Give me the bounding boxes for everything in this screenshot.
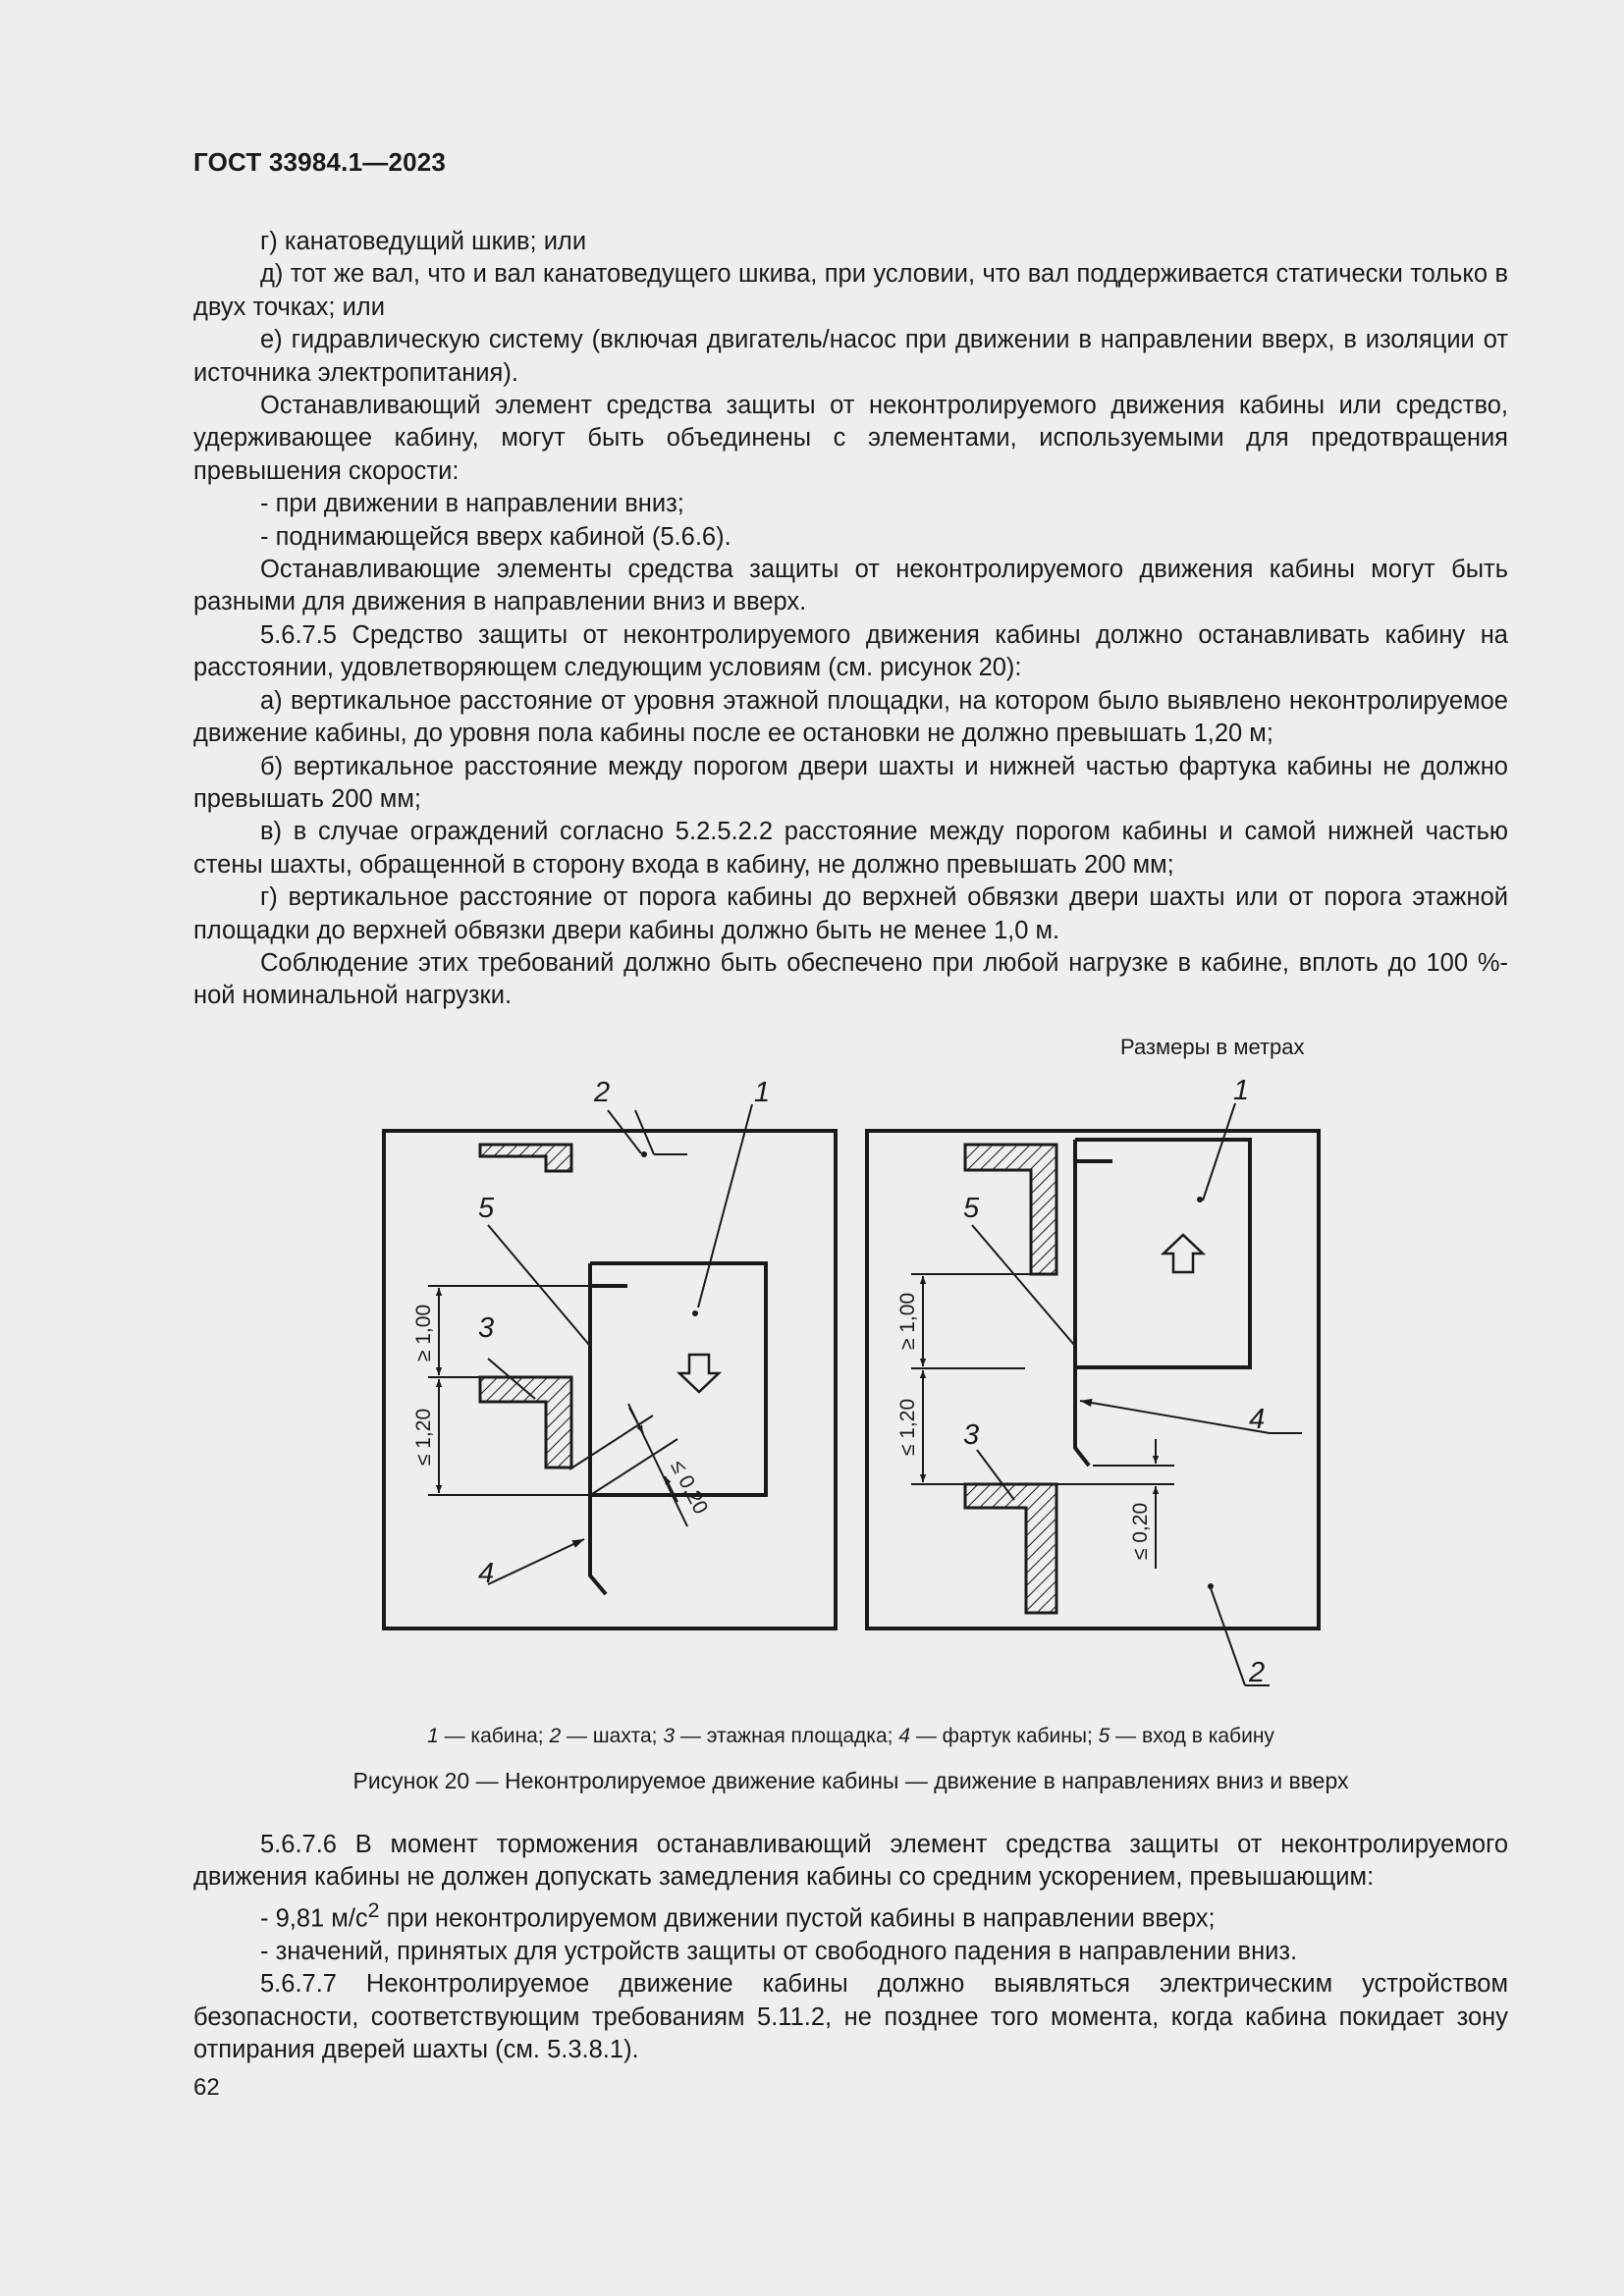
up-arrow-icon bbox=[1164, 1235, 1203, 1272]
right-panel-dots bbox=[1197, 1197, 1214, 1589]
label-entrance-left: 5 bbox=[478, 1193, 495, 1224]
upper-landing-left bbox=[480, 1145, 571, 1171]
paragraph: 5.6.7.6 В момент торможения останавливающий элемент средства защиты от неконтролируемого движения кабины не должен допускать замедления кабины со средним ускорением, превышающим: bbox=[193, 1831, 1508, 1892]
paragraph: г) канатоведущий шкив; или bbox=[260, 228, 587, 255]
legend-num: 5 bbox=[1098, 1725, 1110, 1747]
text-span: при неконтролируемом движении пустой кабины в направлении вверх; bbox=[379, 1904, 1216, 1933]
paragraph: 5.6.7.5 Средство защиты от неконтролируемого движения кабины должно останавливать кабину на расстоянии, удовлетворяющем следующим условиям (см. рисунок 20): bbox=[193, 620, 1508, 682]
paragraph bbox=[193, 1895, 1508, 1936]
legend-text: — вход в кабину bbox=[1110, 1725, 1274, 1747]
body-text-bottom bbox=[193, 1829, 1508, 2066]
legend-text: — этажная площадка; bbox=[675, 1725, 899, 1747]
dim-min-1-00-left: ≥ 1,00 bbox=[412, 1304, 435, 1362]
paragraph: 5.6.7.7 Неконтролируемое движение кабины должно выявляться электрическим устройством безопасности, соответствующим требованиям 5.11.2, не позднее того момента, когда кабина покидает зону отпирания дверей шахты (см. 5.3.8.1). bbox=[193, 1970, 1508, 2063]
apron-right bbox=[1075, 1367, 1089, 1466]
legend-num: 1 bbox=[427, 1725, 439, 1747]
legend-num: 4 bbox=[898, 1725, 910, 1747]
legend-text: — шахта; bbox=[561, 1725, 664, 1747]
paragraph: д) тот же вал, что и вал канатоведущего шкива, при условии, что вал поддерживается статически только в двух точках; или bbox=[193, 260, 1508, 321]
paragraph: б) вертикальное расстояние между порогом двери шахты и нижней частью фартука кабины не должно превышать 200 мм; bbox=[193, 752, 1508, 813]
label-apron-right: 4 bbox=[1249, 1404, 1266, 1435]
label-landing-right: 3 bbox=[963, 1419, 980, 1451]
paragraph: Останавливающий элемент средства защиты от неконтролируемого движения кабины или средство, удерживающее кабину, могут быть объединены с элементами, используемыми для предотвращения превышения скорости: bbox=[193, 392, 1508, 485]
dim-max-1-20-left: ≤ 1,20 bbox=[412, 1408, 435, 1467]
dim-max-1-20-right: ≤ 1,20 bbox=[896, 1398, 919, 1457]
units-note: Размеры в метрах bbox=[1120, 1035, 1305, 1059]
paragraph: е) гидравлическую систему (включая двигатель/насос при движении в направлении вверх, в изоляции от источника электропитания). bbox=[193, 326, 1508, 387]
label-cabin-right: 1 bbox=[1233, 1075, 1250, 1106]
paragraph: а) вертикальное расстояние от уровня этажной площадки, на котором было выявлено неконтролируемое движение кабины, до уровня пола кабины после ее остановки не должно превышать 1,20 м; bbox=[193, 686, 1508, 748]
label-landing-left: 3 bbox=[478, 1312, 495, 1344]
paragraph: в) в случае ограждений согласно 5.2.5.2.2 расстояние между порогом кабины и самой нижней частью стены шахты, обращенной в сторону входа в кабину, не должно превышать 200 мм; bbox=[193, 818, 1508, 879]
label-cabin-left: 1 bbox=[754, 1077, 771, 1108]
legend-text: — кабина; bbox=[438, 1725, 550, 1747]
left-panel-down bbox=[384, 1104, 836, 1629]
page-number: 62 bbox=[193, 2074, 220, 2101]
dim-max-0-20-right: ≤ 0,20 bbox=[1129, 1502, 1152, 1561]
paragraph: Останавливающие элементы средства защиты от неконтролируемого движения кабины могут быть разными для движения в направлении вниз и вверх. bbox=[193, 556, 1508, 616]
paragraph: - при движении в направлении вниз; bbox=[260, 490, 684, 518]
label-shaft-right: 2 bbox=[1249, 1657, 1266, 1688]
right-panel-up bbox=[867, 1103, 1319, 1685]
apron-left bbox=[590, 1495, 606, 1594]
legend-num: 2 bbox=[549, 1725, 562, 1747]
figure-caption: Рисунок 20 — Неконтролируемое движение кабины — движение в направлениях вниз и вверх bbox=[352, 1768, 1349, 1793]
label-apron-left: 4 bbox=[478, 1558, 495, 1589]
document-header: ГОСТ 33984.1—2023 bbox=[193, 147, 447, 177]
label-entrance-right: 5 bbox=[963, 1193, 980, 1224]
superscript: 2 bbox=[367, 1897, 380, 1922]
down-arrow-icon bbox=[679, 1355, 719, 1392]
paragraph: Соблюдение этих требований должно быть обеспечено при любой нагрузке в кабине, вплоть до 100 %-ной номинальной нагрузки. bbox=[193, 948, 1508, 1010]
figure-legend bbox=[193, 1725, 1508, 1748]
text-span: - 9,81 м/с bbox=[260, 1904, 368, 1933]
dim-max-0-20-left: ≤ 0,20 bbox=[666, 1456, 713, 1519]
legend-text: — фартук кабины; bbox=[909, 1725, 1099, 1747]
landing-right bbox=[965, 1484, 1056, 1613]
paragraph: - значений, принятых для устройств защиты от свободного падения в направлении вниз. bbox=[260, 1937, 1298, 1965]
paragraph: г) вертикальное расстояние от порога кабины до верхней обвязки двери шахты или от порога этажной площадки до верхней обвязки двери кабины должно быть не менее 1,0 м. bbox=[193, 883, 1508, 944]
label-shaft-left: 2 bbox=[594, 1077, 611, 1108]
legend-num: 3 bbox=[663, 1725, 676, 1747]
left-panel-dots bbox=[641, 1151, 698, 1316]
paragraph: - поднимающейся вверх кабиной (5.6.6). bbox=[260, 522, 731, 551]
dim-min-1-00-right: ≥ 1,00 bbox=[896, 1292, 919, 1351]
